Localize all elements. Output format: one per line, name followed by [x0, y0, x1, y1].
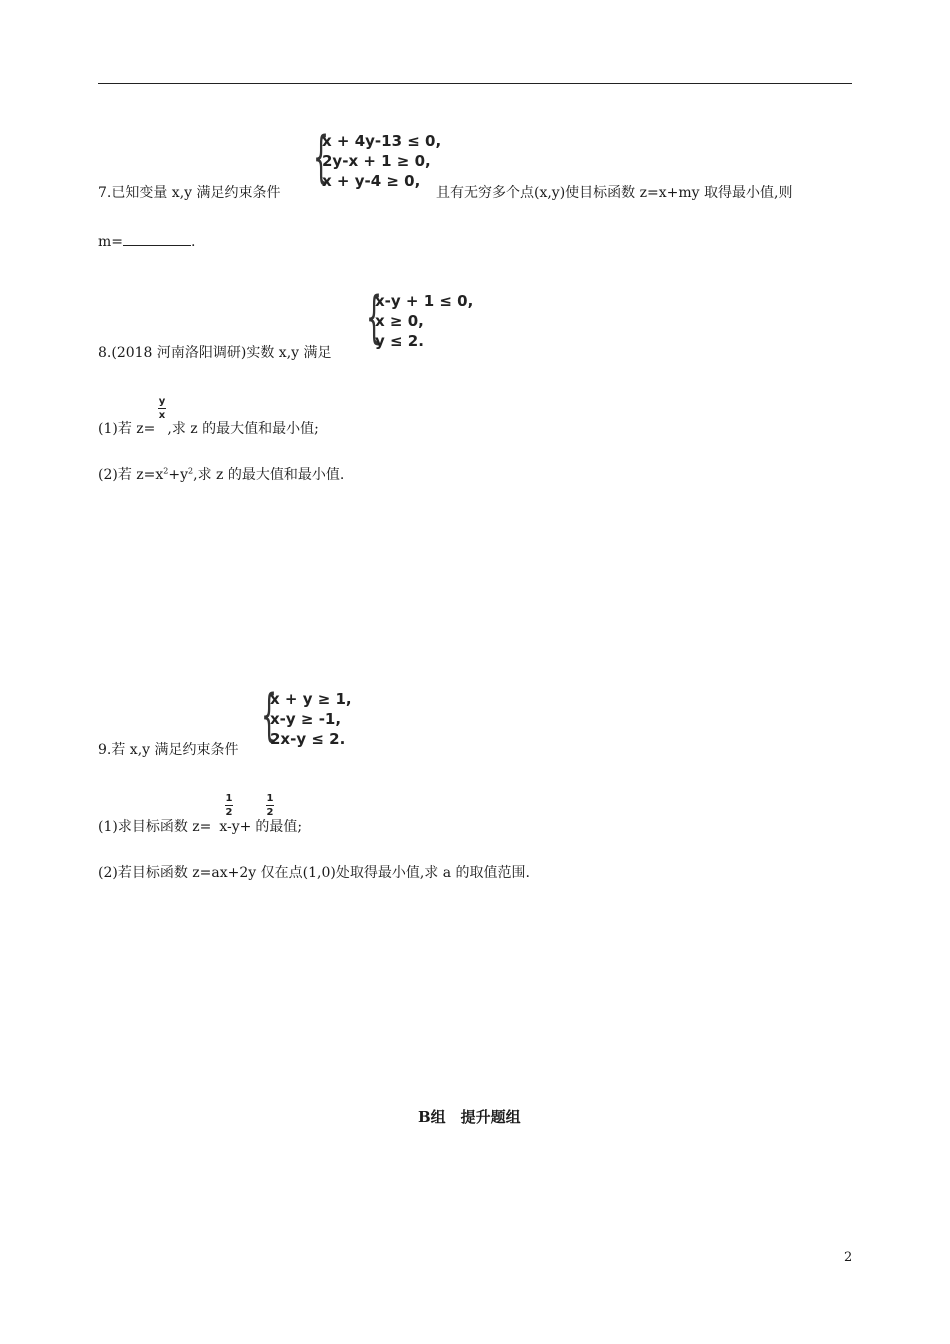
q7-prefix: 7.已知变量 x,y 满足约束条件 — [98, 185, 281, 201]
q8-part2 — [98, 467, 344, 483]
q8-part1-prefix: (1)若 z= — [98, 421, 156, 437]
q7-answer-prefix: m= — [98, 234, 124, 250]
fraction-bar — [158, 408, 166, 409]
fraction-denominator: 2 — [225, 807, 233, 818]
left-brace: { — [261, 683, 278, 748]
left-brace: { — [313, 125, 330, 190]
q9-part1-text-c: 的最值; — [255, 819, 303, 835]
fraction-denominator: 2 — [266, 807, 274, 818]
q7-constraint-1: x + 4y-13 ≤ 0, — [322, 132, 442, 150]
q8-part1-suffix: ,求 z 的最大值和最小值; — [167, 421, 319, 437]
q8-fraction-y-over-x — [158, 396, 166, 421]
q9-part1 — [98, 819, 302, 835]
q9-constraint-3: 2x-y ≤ 2. — [270, 730, 346, 748]
q9-part2: (2)若目标函数 z=ax+2y 仅在点(1,0)处取得最小值,求 a 的取值范围. — [98, 865, 530, 881]
q7-constraint-2: 2y-x + 1 ≥ 0, — [322, 152, 431, 170]
q9-fraction-1 — [225, 793, 233, 818]
q9-constraint-2: x-y ≥ -1, — [270, 710, 342, 728]
q7-constraint-3: x + y-4 ≥ 0, — [322, 172, 421, 190]
q7-suffix: 且有无穷多个点(x,y)使目标函数 z=x+my 取得最小值,则 — [436, 185, 793, 201]
page-number: 2 — [844, 1250, 853, 1265]
fraction-bar — [225, 805, 233, 806]
section-heading: B组 提升题组 — [418, 1108, 521, 1126]
q8-part2-exponent-1: 2 — [163, 466, 169, 476]
q8-part2-text-b: +y — [168, 467, 189, 483]
q7-answer-line — [98, 234, 195, 250]
q8-part2-text-c: ,求 z 的最大值和最小值. — [193, 467, 345, 483]
fraction-numerator: 1 — [266, 793, 274, 804]
q8-constraint-3: y ≤ 2. — [375, 332, 424, 350]
fraction-numerator: y — [158, 396, 166, 407]
q8-part2-exponent-2: 2 — [188, 466, 194, 476]
q9-part1-text-a: (1)求目标函数 z= — [98, 819, 212, 835]
q9-prefix: 9.若 x,y 满足约束条件 — [98, 742, 239, 758]
left-brace: { — [366, 285, 383, 350]
fraction-denominator: x — [158, 410, 166, 421]
q8-part2-text-a: (2)若 z=x — [98, 467, 164, 483]
q8-constraint-2: x ≥ 0, — [375, 312, 424, 330]
header-rule — [98, 83, 852, 84]
q8-part1 — [98, 421, 319, 437]
q7-answer-blank[interactable] — [123, 234, 191, 246]
fraction-bar — [266, 805, 274, 806]
q9-constraint-1: x + y ≥ 1, — [270, 690, 352, 708]
fraction-numerator: 1 — [225, 793, 233, 804]
q8-prefix: 8.(2018 河南洛阳调研)实数 x,y 满足 — [98, 345, 332, 361]
q9-fraction-2 — [266, 793, 274, 818]
q7-answer-suffix: . — [191, 234, 196, 250]
q9-part1-text-b: x-y+ — [219, 819, 252, 835]
q8-constraint-1: x-y + 1 ≤ 0, — [375, 292, 474, 310]
